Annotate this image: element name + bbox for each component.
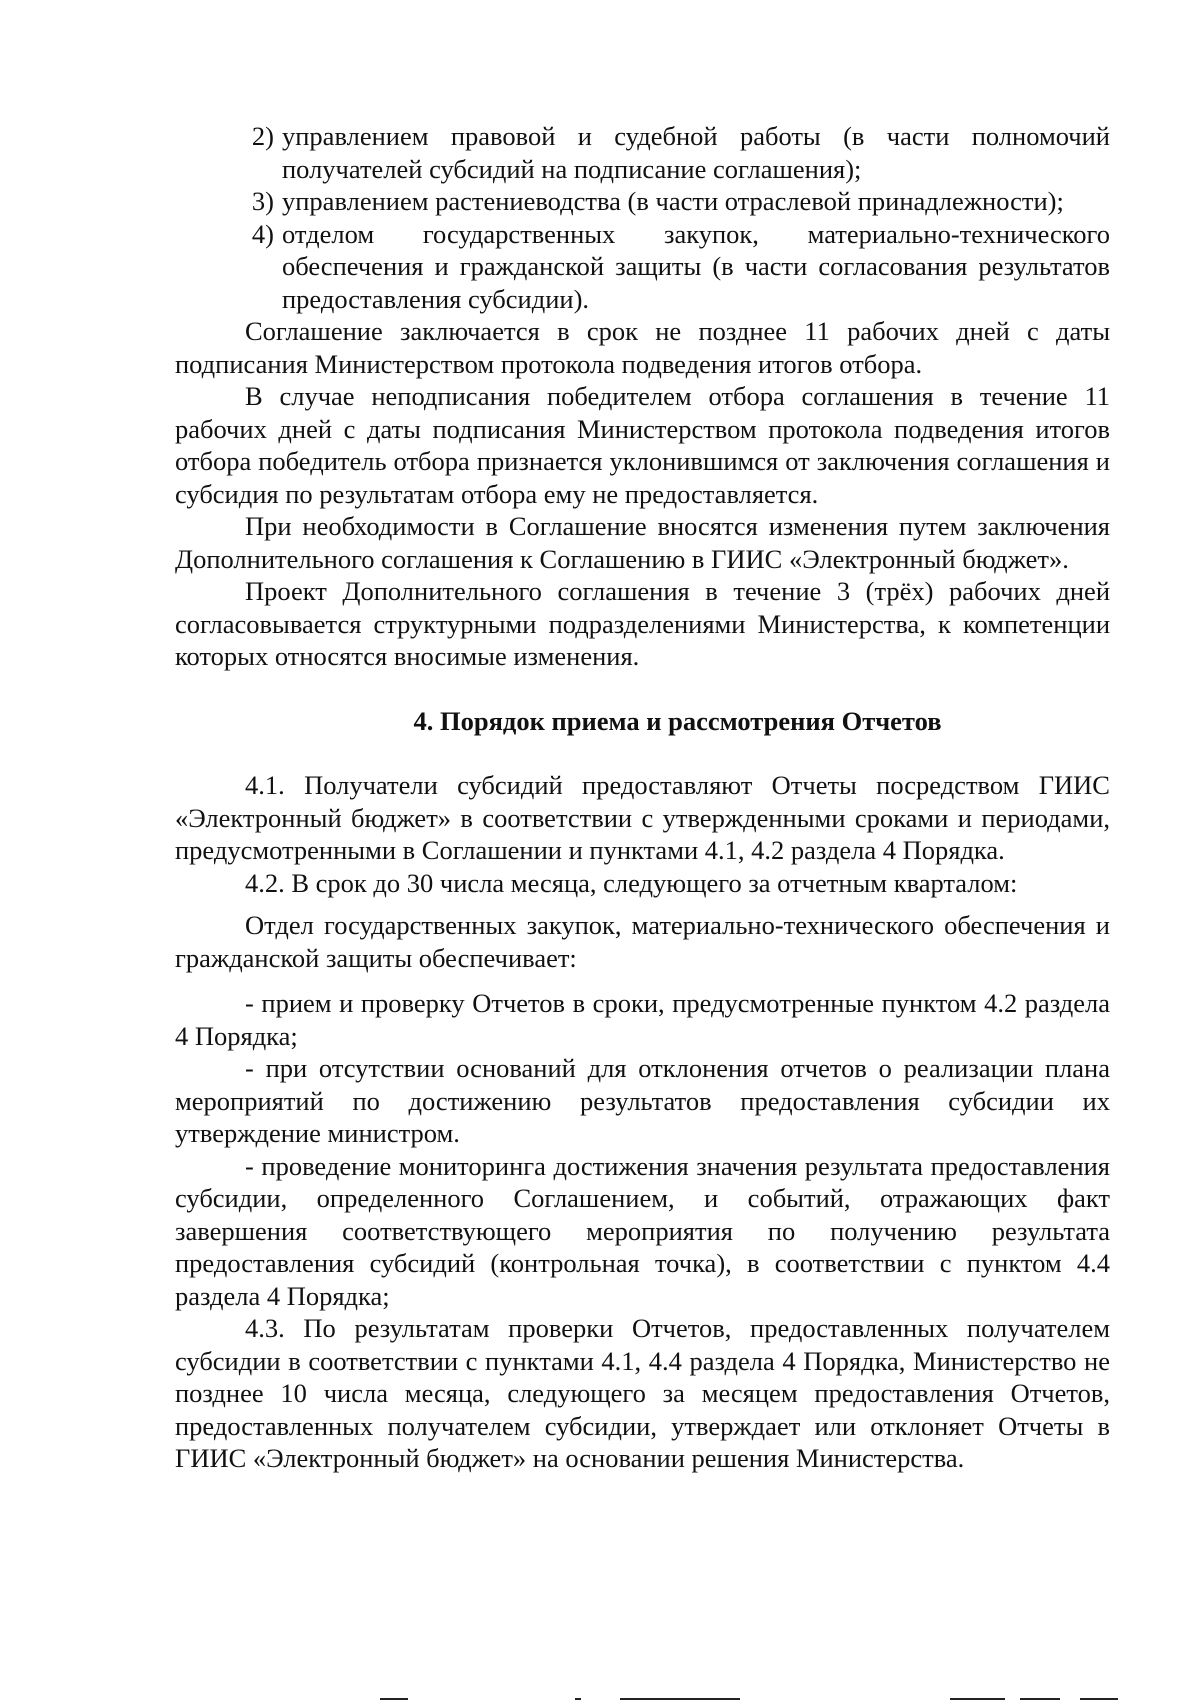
paragraph: 4.3. По результатам проверки Отчетов, предоставленных получателем субсидии в соответствии с пунктами 4.1, 4.4 раздела 4 Порядка, Министерство не позднее 10 числа месяца, следующего за месяцем предоставления Отчетов, предоставленных получателем субсидии, утверждает или отклоняет Отчеты в ГИИС «Электронный бюджет» на основании решения Министерства. <box>175 1313 1110 1473</box>
paragraph: При необходимости в Соглашение вносятся изменения путем заключения Дополнительного соглашения к Соглашению в ГИИС «Электронный бюджет». <box>175 511 1110 574</box>
paragraph: - прием и проверку Отчетов в сроки, предусмотренные пунктом 4.2 раздела 4 Порядка; <box>175 988 1110 1051</box>
list-text: управлением растениеводства (в части отраслевой принадлежности); <box>282 186 1064 216</box>
scan-artifacts <box>380 1694 1160 1705</box>
list-item <box>175 120 1110 185</box>
scan-mark <box>1080 1698 1118 1700</box>
paragraph: - при отсутствии оснований для отклонения отчетов о реализации плана мероприятий по достижению результатов предоставления субсидии их утверждение министром. <box>175 1053 1110 1148</box>
list-text: отделом государственных закупок, материально-технического обеспечения и гражданской защиты (в части согласования результатов предоставления субсидии). <box>282 218 1110 314</box>
list-item <box>175 185 1110 218</box>
paragraph: - проведение мониторинга достижения значения результата предоставления субсидии, определенного Соглашением, и событий, отражающих факт завершения соответствующего мероприятия по получению результата предоставления субсидий (контрольная точка), в соответствии с пунктом 4.4 раздела 4 Порядка; <box>175 1150 1110 1311</box>
paragraph: Соглашение заключается в срок не позднее 11 рабочих дней с даты подписания Министерством протокола подведения итогов отбора. <box>175 316 1110 379</box>
section-heading: 4. Порядок приема и рассмотрения Отчетов <box>413 705 942 736</box>
list-text: управлением правовой и судебной работы (в части полномочий получателей субсидий на подписание соглашения); <box>282 121 1110 184</box>
scan-mark <box>620 1698 740 1700</box>
scan-mark <box>380 1698 408 1700</box>
paragraph: 4.2. В срок до 30 числа месяца, следующего за отчетным кварталом: <box>245 867 1018 898</box>
scan-mark <box>1020 1698 1060 1700</box>
paragraph: Отдел государственных закупок, материально-технического обеспечения и гражданской защиты обеспечивает: <box>175 910 1110 973</box>
paragraph: 4.1. Получатели субсидий предоставляют Отчеты посредством ГИИС «Электронный бюджет» в соответствии с утвержденными сроками и периодами, предусмотренными в Соглашении и пунктами 4.1, 4.2 раздела 4 Порядка. <box>175 770 1110 865</box>
document-body <box>175 120 1110 1475</box>
scan-mark <box>950 1698 1005 1700</box>
list-number: 2) <box>251 121 274 151</box>
list-item <box>175 218 1110 316</box>
paragraph: Проект Дополнительного соглашения в течение 3 (трёх) рабочих дней согласовывается структурными подразделениями Министерства, к компетенции которых относятся вносимые изменения. <box>175 576 1110 671</box>
list-number: 4) <box>251 218 274 249</box>
paragraph: В случае неподписания победителем отбора соглашения в течение 11 рабочих дней с даты подписания Министерством протокола подведения итогов отбора победитель отбора признается уклонившимся от заключения соглашения и субсидия по результатам отбора ему не предоставляется. <box>175 381 1110 509</box>
list-number: 3) <box>251 186 274 216</box>
scan-mark <box>575 1698 581 1700</box>
